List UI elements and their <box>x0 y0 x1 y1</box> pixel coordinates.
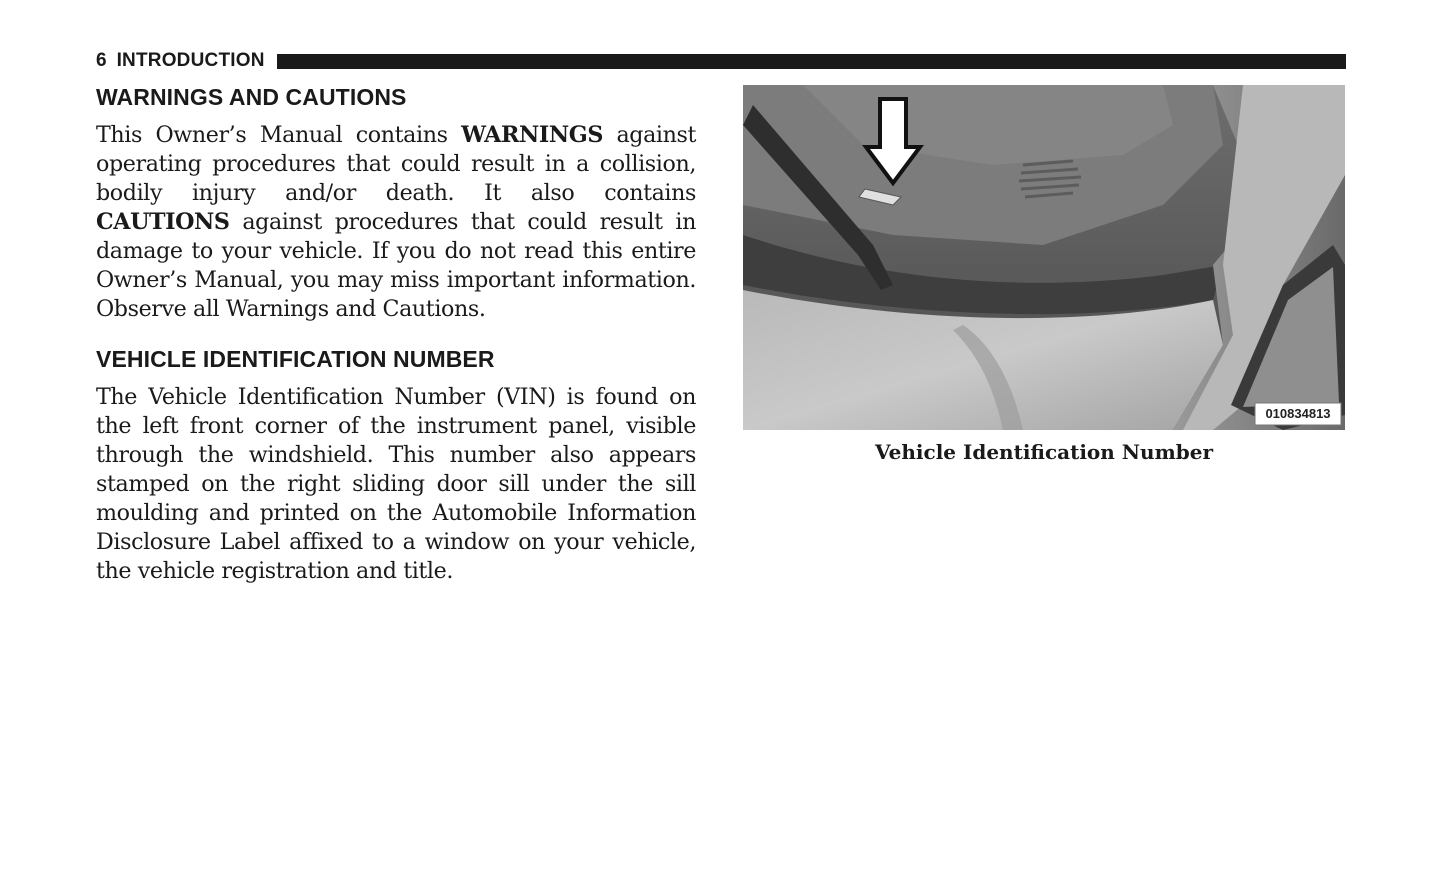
warnings-text-2: against operating procedures that could result in a collision, bodily injury and/or death. It also contains <box>96 122 697 206</box>
warnings-heading: WARNINGS AND CAUTIONS <box>96 84 407 110</box>
section-title: INTRODUCTION <box>116 50 265 71</box>
warnings-text-1: This Owner’s Manual contains <box>96 122 462 148</box>
warnings-bold-term: WARNINGS <box>461 122 603 148</box>
warnings-paragraph <box>96 121 696 324</box>
vin-heading: VEHICLE IDENTIFICATION NUMBER <box>96 346 495 372</box>
vin-paragraph: The Vehicle Identification Number (VIN) is found on the left front corner of the instrument panel, visible through the windshield. This number also appears stamped on the right sliding door sill under the sill moulding and printed on the Automobile Information Disclosure Label affixed to a window on your vehicle, the vehicle registration and title. <box>96 384 696 584</box>
vin-location-photo <box>743 85 1345 430</box>
header-rule <box>277 54 1346 69</box>
warnings-text-3: against procedures that could result in damage to your vehicle. If you do not read this entire Owner’s Manual, you may miss important information. Observe all Warnings and Cautions. <box>96 209 696 322</box>
cautions-bold-term: CAUTIONS <box>96 209 230 235</box>
page-header <box>96 49 1346 73</box>
image-id-label: 010834813 <box>1265 406 1331 421</box>
figure-caption: Vehicle Identification Number <box>874 440 1214 464</box>
left-column <box>96 82 696 586</box>
page-number: 6 <box>96 50 107 71</box>
